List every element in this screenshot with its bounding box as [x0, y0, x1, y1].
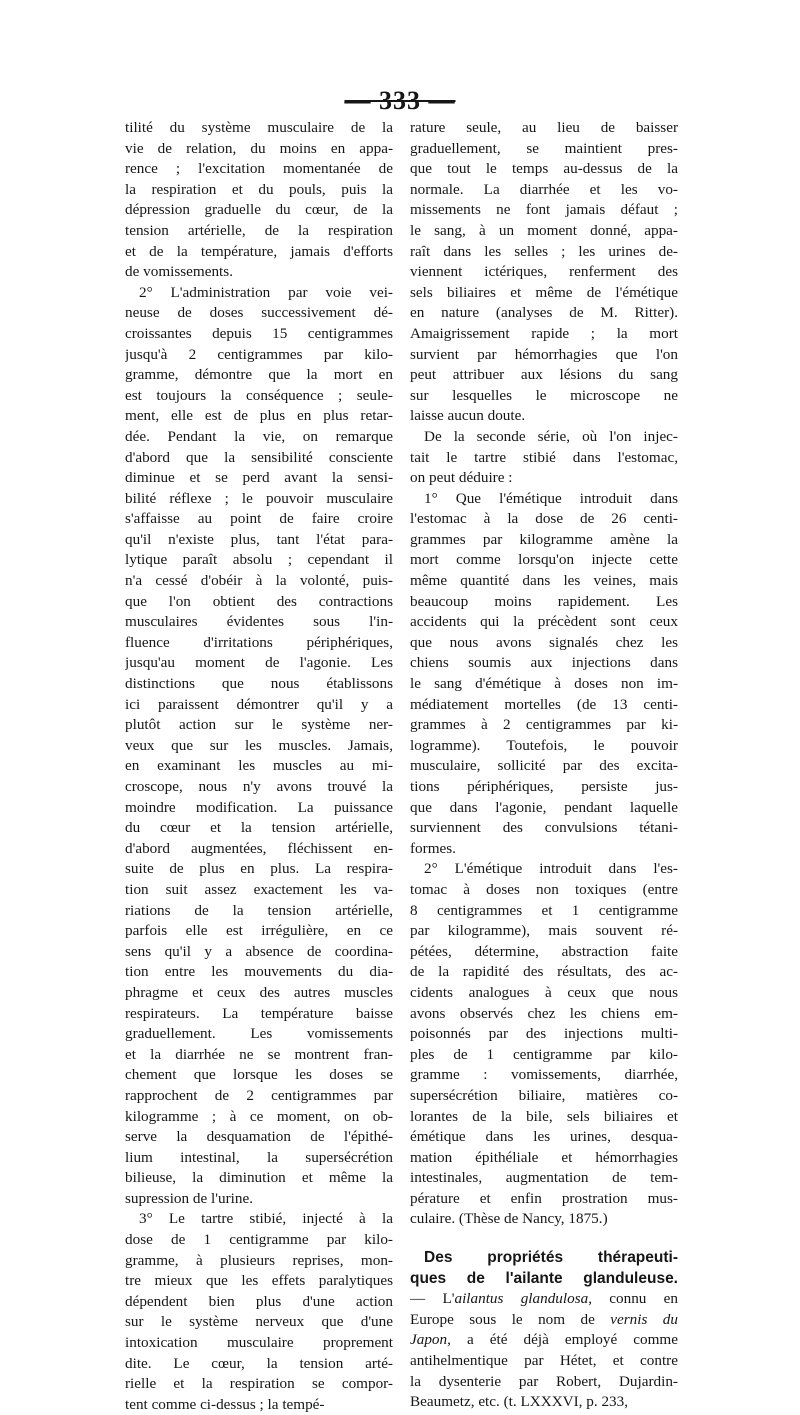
text-line: croscope, nous n'y avons trouvé la [125, 778, 393, 795]
text-line: que l'on obtient des contractions [125, 592, 393, 610]
text-line: laisse aucun doute. [410, 407, 526, 425]
text-line: tion suit assez exactement les va- [125, 880, 393, 898]
text-line: pérature et enfin prostration mus- [410, 1189, 678, 1207]
text-line: médiatement mortelles (de 13 centi- [410, 695, 678, 713]
text-line: moindre modification. La puissance [125, 798, 393, 816]
text-line: dose de 1 centigramme par kilo- [125, 1231, 393, 1249]
text-line: grammes à 2 centigrammes par ki- [410, 716, 678, 734]
section-text-line: Beaumetz, etc. (t. LXXXVI, p. 233, [410, 1393, 629, 1411]
section-text-line: Japon, a été déjà employé comme [410, 1331, 678, 1349]
text-line: gramme : vomissements, diarrhée, [410, 1066, 678, 1084]
text-line: musculaires évidentes sous l'in- [125, 613, 393, 631]
text-line: dépendent bien plus d'une action [125, 1292, 393, 1310]
text-line: qu'il n'existe plus, tant l'état para- [125, 530, 393, 548]
text-line: surviennent des convulsions tétani- [410, 819, 678, 837]
section-text-line: antihelmentique par Hétet, et contre [410, 1352, 678, 1370]
text-line: croissantes depuis 15 centigrammes [125, 324, 393, 342]
text-line: suite de plus en plus. La respira- [125, 860, 393, 878]
text-line: 8 centigrammes et 1 centigramme [410, 901, 678, 919]
text-line: graduellement, se maintient pres- [410, 139, 678, 157]
section-text-line: Europe sous le nom de vernis du [410, 1310, 678, 1328]
text-line: neuse de doses successivement dé- [125, 304, 393, 322]
text-line: par kilogramme), mais souvent ré- [410, 922, 678, 940]
text-line: rielle et la respiration se compor- [125, 1375, 393, 1393]
text-line: De la seconde série, où l'on injec- [424, 427, 678, 445]
text-line: 1° Que l'émétique introduit dans [424, 489, 678, 507]
text-line: sens qu'il y a absence de coordina- [125, 942, 393, 960]
text-line: 2° L'émétique introduit dans l'es- [424, 860, 678, 878]
text-line: chement que lorsque les doses se [125, 1066, 393, 1084]
section-title: Des propriétés thérapeuti- [424, 1249, 678, 1267]
text-line: est toujours la conséquence ; seule- [125, 386, 393, 404]
section-title-continued: ques de l'ailante glanduleuse. [410, 1269, 678, 1287]
text-line: émétique dans les urines, desqua- [410, 1128, 678, 1146]
text-line: que tout le temps au-dessus de la [410, 160, 678, 178]
text-line: graduellement. Les vomissements [125, 1025, 393, 1043]
text-line: sels biliaires et même de l'émétique [410, 283, 678, 301]
text-line: jusqu'à 2 centigrammes par kilo- [125, 345, 393, 363]
text-line: en examinant les muscles au mi- [125, 757, 393, 775]
text-line: poisonnés par des injections multi- [410, 1025, 678, 1043]
text-line: mation épithéliale et hémorrhagies [410, 1148, 678, 1166]
text-line: formes. [410, 839, 456, 857]
text-line: tomac à doses non toxiques (entre [410, 880, 678, 898]
section-text-line: la dysenterie par Robert, Dujardin- [410, 1372, 678, 1390]
text-line: distinctions que nous établissons [125, 675, 393, 693]
text-line: de vomissements. [125, 263, 233, 281]
text-line: tion entre les mouvements du dia- [125, 963, 393, 981]
text-line: 3° Le tartre stibié, injecté à la [139, 1210, 393, 1228]
text-line: plutôt action sur le système ner- [125, 716, 393, 734]
text-line: 2° L'administration par voie vei- [139, 283, 393, 301]
text-line: lorantes de la bile, sels biliaires et [410, 1107, 678, 1125]
text-line: de la rapidité des résultats, des ac- [410, 963, 678, 981]
section-text-line: — L'ailantus glandulosa, connu en [410, 1290, 678, 1308]
text-line: que dans l'agonie, pendant laquelle [410, 798, 678, 816]
text-line: et la diarrhée ne se montrent fran- [125, 1045, 393, 1063]
text-line: tions périphériques, persiste jus- [410, 778, 678, 795]
text-line: sur le système nerveux que d'une [125, 1313, 393, 1331]
page-number: — 333 — [344, 86, 456, 115]
text-line: et de la température, jamais d'efforts [125, 242, 393, 260]
text-line: missements ne font jamais défaut ; [410, 201, 678, 219]
text-line: normale. La diarrhée et les vo- [410, 180, 678, 198]
text-line: le sang, à un moment donné, appa- [410, 221, 678, 239]
text-line: sur lesquelles le microscope ne [410, 386, 678, 404]
text-line: avons observés chez les chiens em- [410, 1004, 678, 1022]
text-line: lium intestinal, la supersécrétion [125, 1148, 393, 1166]
text-line: beaucoup moins rapidement. Les [410, 592, 678, 610]
text-line: même quantité dans les veines, mais [410, 572, 678, 590]
text-line: d'abord que la sensibilité consciente [125, 448, 393, 466]
text-line: bilieuse, la diminution et même la [125, 1169, 393, 1187]
text-line: en nature (analyses de M. Ritter). [410, 304, 678, 322]
text-line: dée. Pendant la vie, on remarque [125, 427, 393, 445]
text-line: cidents analogues à ceux que nous [410, 983, 678, 1001]
text-line: logramme). Toutefois, le pouvoir [410, 736, 678, 754]
text-line: pétées, détermine, abstraction faite [410, 942, 678, 960]
text-line: supersécrétion biliaire, matières co- [410, 1086, 678, 1104]
text-line: tilité du système musculaire de la [125, 119, 393, 136]
text-line: grammes par kilogramme amène la [410, 530, 678, 548]
text-line: s'affaisse au point de faire croire [125, 510, 393, 528]
text-line: survient par hémorrhagies que l'on [410, 345, 678, 363]
text-line: serve la desquamation de l'épithé- [125, 1128, 393, 1146]
text-line: tent comme ci-dessus ; la tempé- [125, 1395, 325, 1413]
text-line: gramme, à plusieurs reprises, mon- [125, 1251, 393, 1269]
text-line: supression de l'urine. [125, 1189, 254, 1207]
text-line: phragme et ceux des autres muscles [125, 983, 393, 1001]
text-line: respirateurs. La température baisse [125, 1004, 393, 1022]
text-line: tait le tartre stibié dans l'estomac, [410, 448, 678, 466]
section-spacer [410, 1230, 678, 1248]
text-line: mort comme lorsqu'on injecte cette [410, 551, 678, 569]
text-line: Amaigrissement rapide ; la mort [410, 324, 678, 342]
right-column [410, 118, 678, 1413]
text-line: jusqu'au moment de l'agonie. Les [125, 654, 393, 672]
text-line: chiens soumis aux injections dans [410, 654, 678, 672]
text-line: ici paraissent démontrer qu'il y a [125, 695, 393, 713]
left-column [125, 118, 393, 1415]
text-line: intestinales, augmentation de tem- [410, 1169, 678, 1187]
text-line: diminue et se perd avant la sensi- [125, 469, 393, 487]
text-line: n'a cessé d'obéir à la volonté, puis- [125, 572, 393, 590]
text-line: rature seule, au lieu de baisser [410, 119, 678, 136]
text-line: raît dans les selles ; les urines de- [410, 242, 678, 260]
text-line: intoxication musculaire proprement [125, 1334, 393, 1352]
text-line: gramme, démontre que la mort en [125, 366, 393, 384]
text-line: dépression graduelle du cœur, de la [125, 201, 393, 219]
text-line: d'abord augmentées, fléchissent en- [125, 839, 393, 857]
text-line: du cœur et la tension artérielle, [125, 819, 393, 837]
text-line: l'estomac à la dose de 26 centi- [410, 510, 678, 528]
text-line: rence ; l'excitation momentanée de [125, 160, 393, 178]
text-line: ples de 1 centigramme par kilo- [410, 1045, 678, 1063]
text-line: vie de relation, du moins en appa- [125, 139, 393, 157]
text-line: kilogramme ; à ce moment, on ob- [125, 1107, 393, 1125]
text-line: musculaire, sollicité par des excita- [410, 757, 678, 775]
text-line: lytique paraît absolu ; cependant il [125, 551, 393, 569]
text-line: riations de la tension artérielle, [125, 901, 393, 919]
text-line: le sang d'émétique à doses non im- [410, 675, 678, 693]
text-line: peut attribuer aux lésions du sang [410, 366, 678, 384]
text-line: viennent ictériques, renferment des [410, 263, 678, 281]
text-line: accidents qui la précèdent sont ceux [410, 613, 678, 631]
text-line: dite. Le cœur, la tension arté- [125, 1354, 393, 1372]
text-line: tre mieux que les effets paralytiques [125, 1272, 393, 1290]
text-line: rapprochent de 2 centigrammes par [125, 1086, 393, 1104]
text-line: fluence d'irritations périphériques, [125, 633, 393, 651]
text-line: tension artérielle, de la respiration [125, 221, 393, 239]
text-line: la respiration et du pouls, puis la [125, 180, 393, 198]
text-line: ment, elle est de plus en plus retar- [125, 407, 393, 425]
text-line: parfois elle est irrégulière, en ce [125, 922, 393, 940]
text-line: que nous avons signalés chez les [410, 633, 678, 651]
text-line: veux que sur les muscles. Jamais, [125, 736, 393, 754]
text-line: culaire. (Thèse de Nancy, 1875.) [410, 1210, 608, 1228]
text-line: on peut déduire : [410, 469, 513, 487]
text-line: bilité réflexe ; le pouvoir musculaire [125, 489, 393, 507]
